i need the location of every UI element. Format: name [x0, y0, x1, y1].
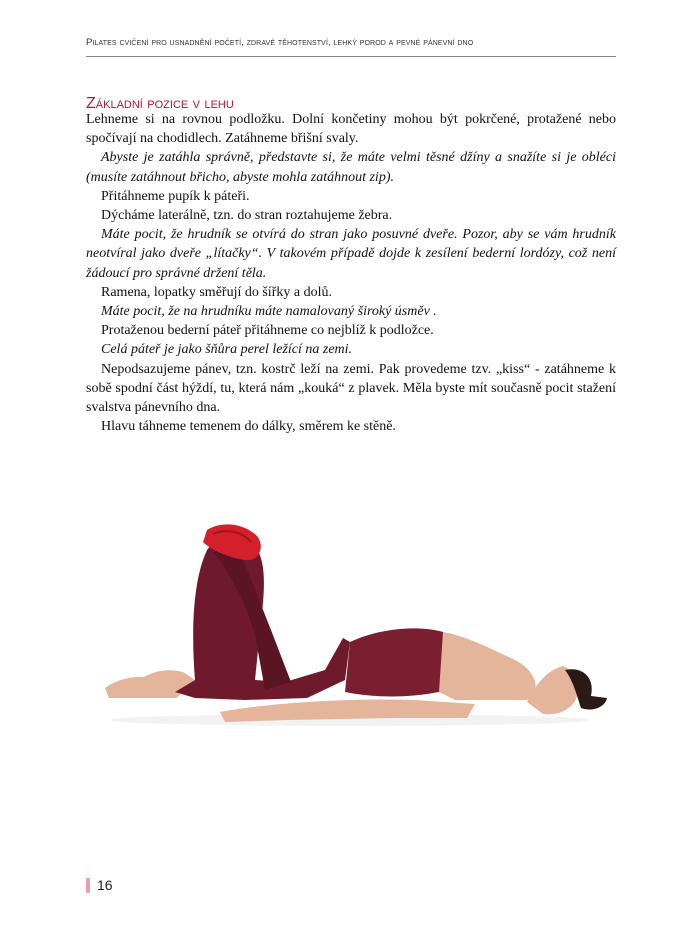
body-text	[86, 110, 616, 436]
paragraph: Abyste je zatáhla správně, představte si, že máte velmi těsné džíny a snažíte si je obléci (musíte zatáhnout břicho, abyste mohla zatáhnout zip).	[86, 150, 616, 185]
page-number: 16	[97, 877, 113, 893]
paragraph: Přitáhneme pupík k páteři.	[101, 188, 250, 204]
running-header: Pilates cvičení pro usnadnění početí, zdravé těhotenství, lehký porod a pevné pánevní dno	[86, 37, 474, 48]
paragraph: Celá páteř je jako šňůra perel ležící na zemi.	[101, 342, 353, 358]
exercise-photo	[95, 520, 615, 735]
figure-body	[105, 539, 607, 722]
paragraph: Máte pocit, že na hrudníku máte namalovaný široký úsměv .	[101, 304, 437, 320]
paragraph: Hlavu táhneme temenem do dálky, směrem ke stěně.	[101, 419, 396, 435]
paragraph: Nepodsazujeme pánev, tzn. kostrč leží na zemi. Pak provedeme tzv. „kiss“ - zatáhneme k sobě spodní část hýždí, tu, která nám „kouká“ z plavek. Měla byste mít současně pocit stažení svalstva pánevního dna.	[86, 361, 616, 416]
chest-shoulder	[439, 632, 536, 700]
paragraph: Lehneme si na rovnou podložku. Dolní končetiny mohou být pokrčené, protažené nebo spočívají na chodidlech. Zatáhneme břišní svaly.	[86, 112, 616, 147]
paragraph: Máte pocit, že hrudník se otvírá do stran jako posuvné dveře. Pozor, aby se vám hrudník neotvíral jako dveře „lítačky“. V takovém případě dojde k zesílení bederní lordózy, což není žádoucí pro správné držení těla.	[86, 227, 616, 281]
header-rule	[86, 56, 616, 57]
paragraph: Dýcháme laterálně, tzn. do stran roztahujeme žebra.	[101, 208, 393, 224]
section-title: Základní pozice v lehu	[86, 95, 234, 113]
paragraph: Protaženou bederní páteř přitáhneme co nejblíž k podložce.	[101, 323, 434, 339]
page-footer	[86, 876, 113, 894]
paragraph: Ramena, lopatky směřují do šířky a dolů.	[101, 284, 332, 300]
page-marker	[86, 878, 90, 893]
torso-top	[345, 628, 456, 696]
